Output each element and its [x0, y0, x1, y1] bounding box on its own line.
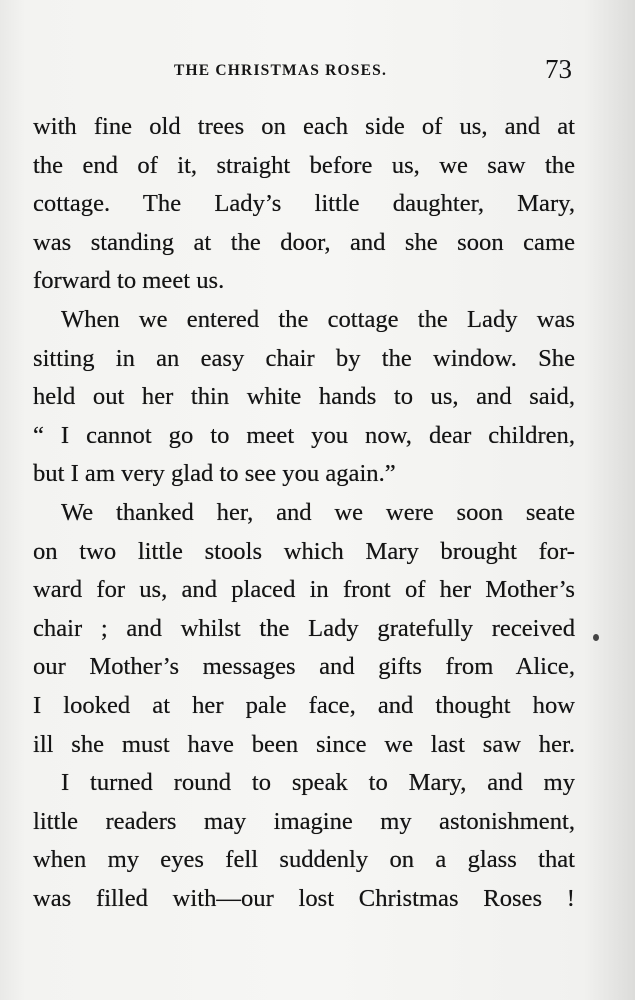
text-line: the end of it, straight before us, we saw the — [33, 151, 575, 179]
text-line: We thanked her, and we were soon seate — [61, 498, 575, 526]
text-line: held out her thin white hands to us, and said, — [33, 383, 575, 411]
text-line: I turned round to speak to Mary, and my — [61, 769, 575, 797]
text-line: sitting in an easy chair by the window. She — [33, 344, 575, 372]
text-line: “ I cannot go to meet you now, dear children, — [33, 421, 575, 449]
text-line: but I am very glad to see you again.” — [33, 460, 396, 488]
text-line: with fine old trees on each side of us, and at — [33, 113, 575, 140]
text-line: ill she must have been since we last saw her. — [33, 730, 575, 758]
body-text — [33, 108, 575, 918]
running-title: THE CHRISTMAS ROSES. — [174, 62, 388, 79]
text-line: little readers may imagine my astonishment, — [33, 807, 575, 835]
text-line: our Mother’s messages and gifts from Alice, — [33, 653, 575, 681]
text-line: when my eyes fell suddenly on a glass that — [33, 846, 575, 874]
text-line: When we entered the cottage the Lady was — [61, 305, 575, 333]
page-number: 73 — [545, 54, 572, 84]
text-line: cottage. The Lady’s little daughter, Mary, — [33, 190, 575, 218]
text-line: was standing at the door, and she soon came — [33, 228, 575, 256]
text-line: I looked at her pale face, and thought how — [33, 691, 575, 719]
text-line: chair ; and whilst the Lady gratefully received — [33, 614, 575, 642]
text-line: on two little stools which Mary brought for- — [33, 537, 575, 565]
ink-speck — [593, 634, 599, 641]
text-line: ward for us, and placed in front of her Mother’s — [33, 576, 575, 604]
text-line: was filled with—our lost Christmas Roses ! — [33, 884, 575, 912]
text-line: forward to meet us. — [33, 267, 225, 295]
page-header — [34, 56, 574, 88]
